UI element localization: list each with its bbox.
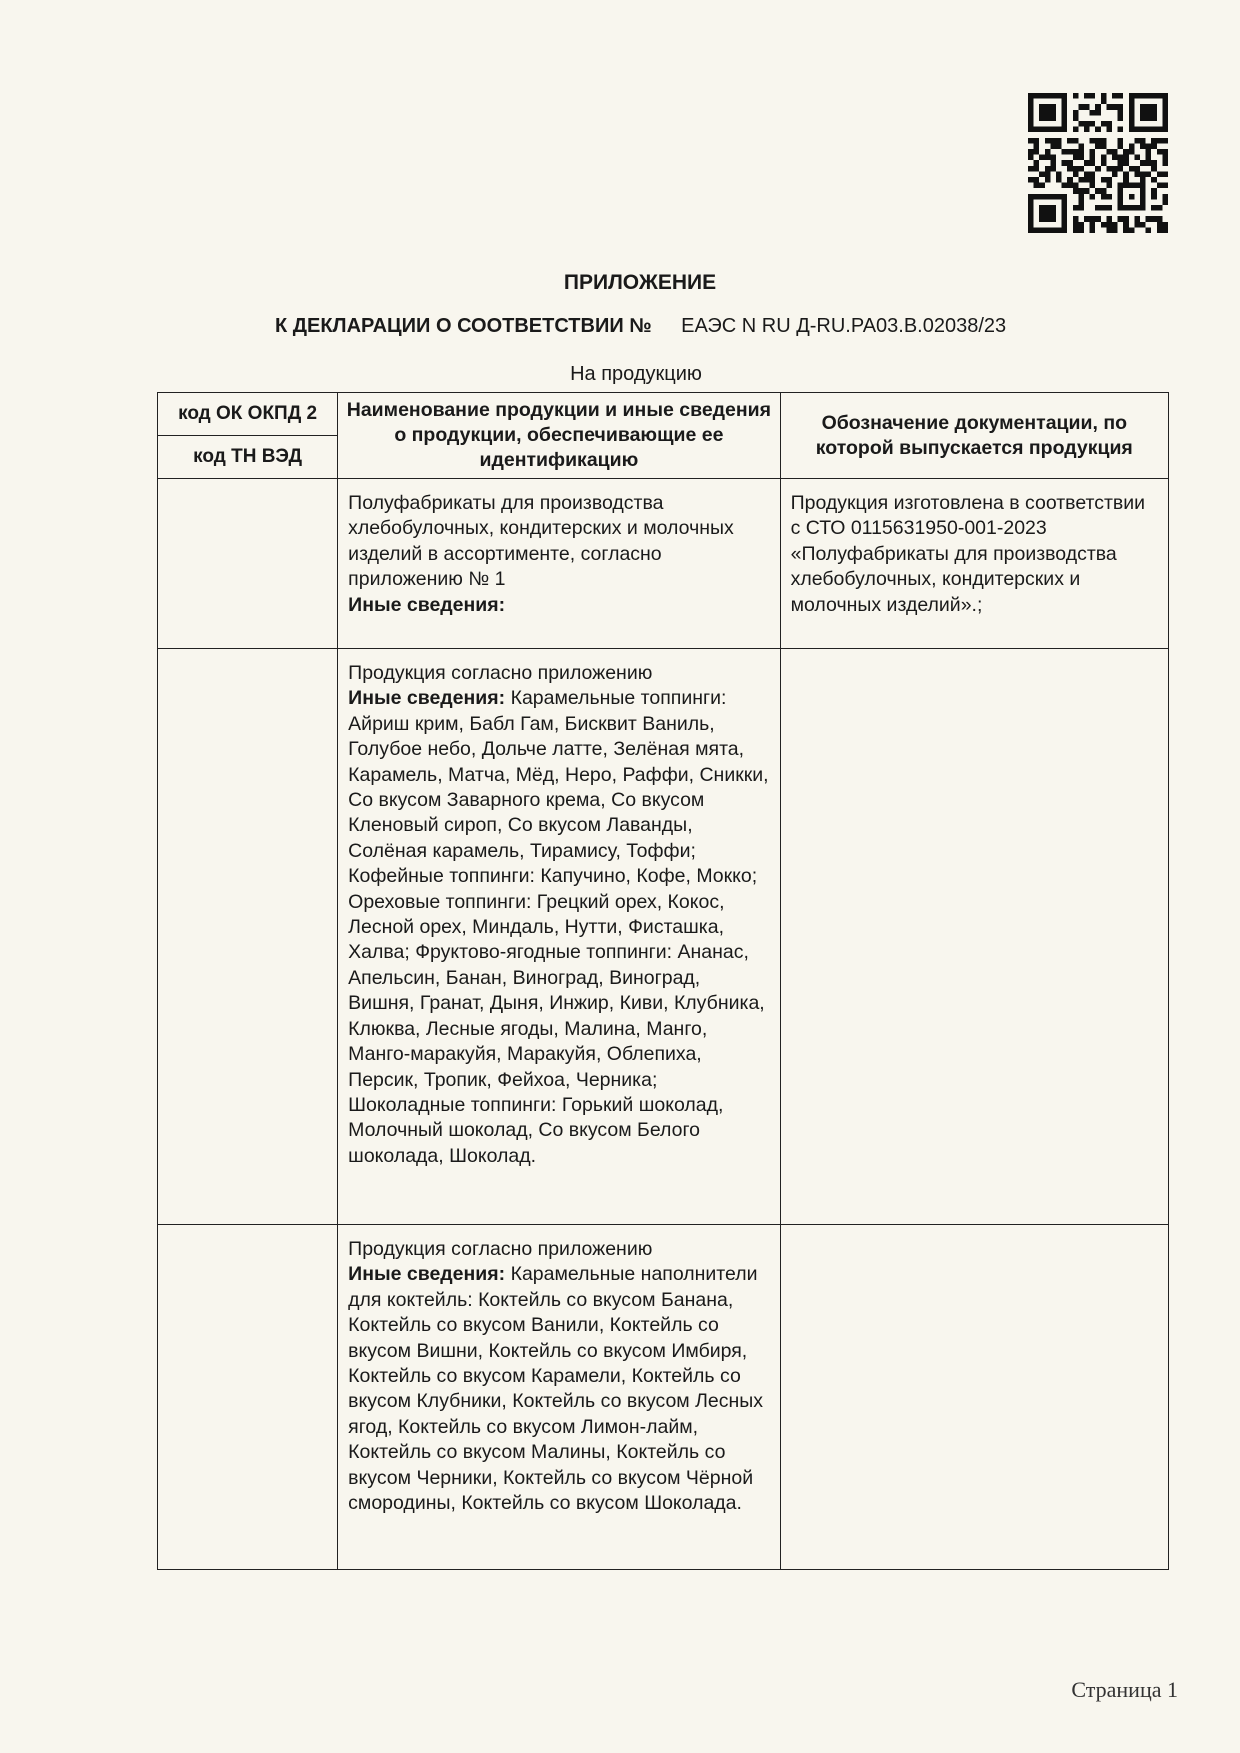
declaration-number: ЕАЭС N RU Д-RU.PA03.B.02038/23 bbox=[681, 315, 1007, 337]
products-table bbox=[157, 392, 1169, 1570]
other-info-label: Иные сведения: bbox=[348, 687, 506, 710]
header-code-okpd: код ОК ОКПД 2 bbox=[158, 393, 338, 436]
header-code-tnved: код ТН ВЭД bbox=[158, 436, 338, 479]
document-title: ПРИЛОЖЕНИЕ bbox=[563, 271, 717, 294]
table-row bbox=[158, 1225, 1169, 1570]
name-text: Продукция согласно приложению bbox=[348, 1238, 653, 1260]
header-product-name: Наименование продукции и иные сведения о продукции, обеспечивающие ее идентификацию bbox=[338, 393, 780, 479]
table-row bbox=[158, 479, 1169, 649]
page-number: Страница 1 bbox=[1071, 1677, 1178, 1702]
name-cell bbox=[338, 479, 780, 649]
code-cell bbox=[158, 1225, 338, 1570]
qr-code bbox=[1028, 93, 1168, 233]
product-line: На продукцию bbox=[570, 363, 702, 385]
name-text: Продукция согласно приложению bbox=[348, 662, 653, 684]
header-documentation: Обозначение документации, по которой выпускается продукция bbox=[780, 393, 1168, 479]
documentation-text: Продукция изготовлена в соответствии с СТО 0115631950-001-2023 «Полуфабрикаты для производства хлебобулочных, кондитерских и молочных изделий».; bbox=[790, 492, 1146, 616]
documentation-text bbox=[781, 649, 1168, 667]
declaration-line bbox=[275, 315, 1006, 338]
documentation-cell bbox=[780, 1225, 1168, 1570]
documentation-cell bbox=[780, 649, 1168, 1225]
name-cell bbox=[338, 649, 780, 1225]
table-row bbox=[158, 649, 1169, 1225]
other-info-label: Иные сведения: bbox=[348, 593, 506, 616]
code-cell bbox=[158, 479, 338, 649]
other-info-text: Карамельные наполнители для коктейль: Коктейль со вкусом Банана, Коктейль со вкусом Ванили, Коктейль со вкусом Вишни, Коктейль со вкусом Имбиря, Коктейль со вкусом Карамели, Коктейль со вкусом Клубники, Коктейль со вкусом Лесных ягод, Коктейль со вкусом Лимон-лайм, Коктейль со вкусом Малины, Коктейль со вкусом Черники, Коктейль со вкусом Чёрной смородины, Коктейль со вкусом Шоколада. bbox=[348, 1263, 764, 1515]
code-cell bbox=[158, 649, 338, 1225]
documentation-cell bbox=[780, 479, 1168, 649]
name-text: Полуфабрикаты для производства хлебобулочных, кондитерских и молочных изделий в ассортименте, согласно приложению № 1 bbox=[348, 492, 734, 591]
name-cell bbox=[338, 1225, 780, 1570]
declaration-label: К ДЕКЛАРАЦИИ О СООТВЕТСТВИИ № bbox=[275, 315, 652, 337]
documentation-text bbox=[781, 1225, 1168, 1243]
other-info-text: Карамельные топпинги: Айриш крим, Бабл Гам, Бисквит Ваниль, Голубое небо, Дольче латте, Зелёная мята, Карамель, Матча, Мёд, Неро, Раффи, Сникки, Со вкусом Заварного крема, Со вкусом Кленовый сироп, Со вкусом Лаванды, Солёная карамель, Тирамису, Тоффи; Кофейные топпинги: Капучино, Кофе, Мокко; Ореховые топпинги: Грецкий орех, Кокос, Лесной орех, Миндаль, Нутти, Фисташка, Халва; Фруктово-ягодные топпинги: Ананас, Апельсин, Банан, Виноград, Виноград, Вишня, Гранат, Дыня, Инжир, Киви, Клубника, Клюква, Лесные ягоды, Малина, Манго, Манго-маракуйя, Маракуйя, Облепиха, Персик, Тропик, Фейхоа, Черника; Шоколадные топпинги: Горький шоколад, Молочный шоколад, Со вкусом Белого шоколада, Шоколад. bbox=[348, 687, 769, 1167]
other-info-label: Иные сведения: bbox=[348, 1263, 506, 1286]
table-header-row bbox=[158, 393, 1169, 436]
